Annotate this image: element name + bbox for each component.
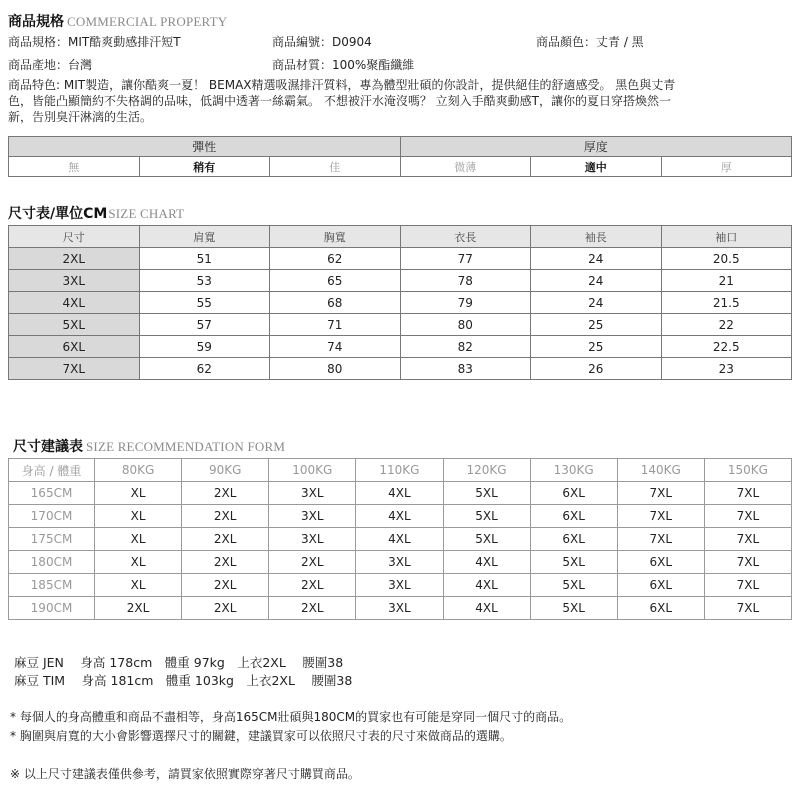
table-row bbox=[9, 358, 792, 380]
recommended-size-cell: 4XL bbox=[356, 505, 443, 528]
size-value-cell: 74 bbox=[270, 336, 401, 358]
recommended-size-cell: 2XL bbox=[182, 551, 269, 574]
size-header-cell: 肩寬 bbox=[139, 226, 270, 248]
table-row bbox=[9, 597, 792, 620]
attr-group-elasticity: 彈性 bbox=[9, 137, 401, 157]
attr-group-thickness: 厚度 bbox=[400, 137, 792, 157]
recommended-size-cell: 2XL bbox=[182, 597, 269, 620]
recommended-size-cell: 3XL bbox=[356, 597, 443, 620]
recommended-size-cell: 5XL bbox=[530, 597, 617, 620]
recommendation-header bbox=[13, 436, 285, 456]
recommended-size-cell: 2XL bbox=[182, 482, 269, 505]
recommended-size-cell: 2XL bbox=[269, 551, 356, 574]
note-line: * 胸圍與肩寬的大小會影響選擇尺寸的關鍵，建議買家可以依照尺寸表的尺寸來做商品的選購。 bbox=[10, 729, 512, 743]
attr-option-selected: 稍有 bbox=[139, 157, 270, 177]
size-value-cell: 62 bbox=[270, 248, 401, 270]
size-value-cell: 22.5 bbox=[661, 336, 792, 358]
table-row bbox=[9, 248, 792, 270]
table-row bbox=[9, 270, 792, 292]
size-value-cell: 65 bbox=[270, 270, 401, 292]
size-chart-title-en: SIZE CHART bbox=[108, 206, 185, 221]
model-info: 麻豆 TIM 身高 181cm 體重 103kg 上衣2XL 腰圍38 bbox=[14, 673, 353, 688]
size-value-cell: 82 bbox=[400, 336, 531, 358]
recommended-size-cell: 2XL bbox=[269, 597, 356, 620]
recommended-size-cell: 7XL bbox=[617, 482, 704, 505]
recommended-size-cell: XL bbox=[95, 505, 182, 528]
recommended-size-cell: 5XL bbox=[443, 505, 530, 528]
size-value-cell: 20.5 bbox=[661, 248, 792, 270]
size-header-cell: 袖口 bbox=[661, 226, 792, 248]
table-row bbox=[9, 574, 792, 597]
height-cell: 180CM bbox=[9, 551, 95, 574]
size-value-cell: 62 bbox=[139, 358, 270, 380]
recommended-size-cell: 6XL bbox=[617, 597, 704, 620]
recommended-size-cell: XL bbox=[95, 574, 182, 597]
recommended-size-cell: 5XL bbox=[443, 482, 530, 505]
recommended-size-cell: 2XL bbox=[182, 528, 269, 551]
table-row bbox=[9, 336, 792, 358]
recommended-size-cell: 7XL bbox=[617, 528, 704, 551]
recommended-size-cell: 7XL bbox=[704, 528, 791, 551]
weight-header-cell: 100KG bbox=[269, 459, 356, 482]
attr-option: 無 bbox=[9, 157, 140, 177]
recommended-size-cell: 3XL bbox=[269, 505, 356, 528]
section-title-en: COMMERCIAL PROPERTY bbox=[67, 14, 228, 29]
size-value-cell: 51 bbox=[139, 248, 270, 270]
table-row bbox=[9, 292, 792, 314]
recommended-size-cell: XL bbox=[95, 482, 182, 505]
size-chart-table bbox=[8, 225, 792, 380]
size-value-cell: 80 bbox=[400, 314, 531, 336]
size-value-cell: 25 bbox=[531, 336, 662, 358]
size-value-cell: 21.5 bbox=[661, 292, 792, 314]
size-header-cell: 尺寸 bbox=[9, 226, 140, 248]
features-line: 商品特色: MIT製造，讓你酷爽一夏！ BEMAX精選吸濕排汗質料，專為體型壯碩的你設計，提供絕佳的舒適感受。 黑色與丈青 bbox=[8, 78, 676, 92]
recommended-size-cell: 6XL bbox=[530, 482, 617, 505]
size-value-cell: 24 bbox=[531, 292, 662, 314]
size-value-cell: 57 bbox=[139, 314, 270, 336]
recommended-size-cell: 4XL bbox=[356, 528, 443, 551]
weight-header-cell: 140KG bbox=[617, 459, 704, 482]
attribute-table bbox=[8, 136, 792, 177]
table-row bbox=[9, 482, 792, 505]
recommended-size-cell: 7XL bbox=[704, 574, 791, 597]
product-color: 商品顏色：丈青 / 黑 bbox=[536, 35, 644, 49]
size-value-cell: 79 bbox=[400, 292, 531, 314]
recommended-size-cell: 2XL bbox=[269, 574, 356, 597]
weight-header-cell: 130KG bbox=[530, 459, 617, 482]
weight-header-cell: 90KG bbox=[182, 459, 269, 482]
height-cell: 170CM bbox=[9, 505, 95, 528]
attr-option: 佳 bbox=[270, 157, 401, 177]
note-line: * 每個人的身高體重和商品不盡相等，身高165CM壯碩與180CM的買家也有可能是穿同一個尺寸的商品。 bbox=[10, 710, 572, 724]
size-value-cell: 24 bbox=[531, 270, 662, 292]
recommended-size-cell: 6XL bbox=[530, 528, 617, 551]
recommendation-title-cn: 尺寸建議表 bbox=[13, 439, 83, 455]
size-header-cell: 胸寬 bbox=[270, 226, 401, 248]
table-row bbox=[9, 528, 792, 551]
recommended-size-cell: 4XL bbox=[443, 574, 530, 597]
attr-option: 厚 bbox=[661, 157, 792, 177]
size-value-cell: 68 bbox=[270, 292, 401, 314]
product-material: 商品材質：100%聚酯纖維 bbox=[272, 58, 415, 72]
size-value-cell: 55 bbox=[139, 292, 270, 314]
size-chart-title-cn: 尺寸表/單位 bbox=[8, 206, 84, 222]
weight-header-cell: 110KG bbox=[356, 459, 443, 482]
attr-option-selected: 適中 bbox=[531, 157, 662, 177]
recommended-size-cell: 4XL bbox=[443, 551, 530, 574]
attr-option: 微薄 bbox=[400, 157, 531, 177]
corner-cell: 身高 / 體重 bbox=[9, 459, 95, 482]
section-title-cn: 商品規格 bbox=[8, 14, 64, 30]
disclaimer: ※ 以上尺寸建議表僅供參考，請買家依照實際穿著尺寸購買商品。 bbox=[10, 767, 360, 781]
table-row bbox=[9, 314, 792, 336]
size-value-cell: 53 bbox=[139, 270, 270, 292]
size-value-cell: 78 bbox=[400, 270, 531, 292]
product-features bbox=[8, 77, 798, 125]
weight-header-cell: 150KG bbox=[704, 459, 791, 482]
features-line: 新，告別臭汗淋漓的生活。 bbox=[8, 110, 153, 124]
recommendation-header-row bbox=[9, 459, 792, 482]
recommended-size-cell: 3XL bbox=[356, 574, 443, 597]
recommended-size-cell: 5XL bbox=[530, 574, 617, 597]
size-value-cell: 25 bbox=[531, 314, 662, 336]
recommended-size-cell: 2XL bbox=[182, 505, 269, 528]
size-value-cell: 80 bbox=[270, 358, 401, 380]
size-value-cell: 21 bbox=[661, 270, 792, 292]
recommended-size-cell: XL bbox=[95, 551, 182, 574]
recommended-size-cell: 7XL bbox=[704, 597, 791, 620]
recommended-size-cell: 6XL bbox=[617, 551, 704, 574]
size-value-cell: 77 bbox=[400, 248, 531, 270]
size-value-cell: 23 bbox=[661, 358, 792, 380]
size-value-cell: 24 bbox=[531, 248, 662, 270]
size-value-cell: 26 bbox=[531, 358, 662, 380]
table-row bbox=[9, 505, 792, 528]
size-value-cell: 71 bbox=[270, 314, 401, 336]
product-spec: 商品規格：MIT酷爽動感排汗短T bbox=[8, 35, 181, 49]
height-cell: 175CM bbox=[9, 528, 95, 551]
height-cell: 165CM bbox=[9, 482, 95, 505]
recommended-size-cell: 6XL bbox=[617, 574, 704, 597]
size-value-cell: 83 bbox=[400, 358, 531, 380]
size-header-cell: 衣長 bbox=[400, 226, 531, 248]
recommended-size-cell: XL bbox=[95, 528, 182, 551]
weight-header-cell: 120KG bbox=[443, 459, 530, 482]
recommended-size-cell: 4XL bbox=[443, 597, 530, 620]
recommended-size-cell: 6XL bbox=[530, 505, 617, 528]
recommended-size-cell: 3XL bbox=[269, 528, 356, 551]
size-label-cell: 2XL bbox=[9, 248, 140, 270]
recommended-size-cell: 7XL bbox=[704, 482, 791, 505]
recommendation-title-en: SIZE RECOMMENDATION FORM bbox=[86, 439, 286, 454]
size-label-cell: 6XL bbox=[9, 336, 140, 358]
model-info: 麻豆 JEN 身高 178cm 體重 97kg 上衣2XL 腰圍38 bbox=[14, 655, 344, 670]
recommended-size-cell: 7XL bbox=[704, 505, 791, 528]
recommended-size-cell: 2XL bbox=[182, 574, 269, 597]
weight-header-cell: 80KG bbox=[95, 459, 182, 482]
height-cell: 190CM bbox=[9, 597, 95, 620]
recommendation-table bbox=[8, 458, 792, 620]
recommended-size-cell: 5XL bbox=[443, 528, 530, 551]
size-label-cell: 5XL bbox=[9, 314, 140, 336]
recommended-size-cell: 5XL bbox=[530, 551, 617, 574]
recommended-size-cell: 3XL bbox=[356, 551, 443, 574]
recommended-size-cell: 7XL bbox=[704, 551, 791, 574]
size-label-cell: 3XL bbox=[9, 270, 140, 292]
size-chart-header-row bbox=[9, 226, 792, 248]
features-line: 色，皆能凸顯簡約不失格調的品味，低調中透著一絲霸氣。 不想被汗水淹沒嗎？ 立刻入手酷爽動感T，讓你的夏日穿搭煥然一 bbox=[8, 94, 671, 108]
height-cell: 185CM bbox=[9, 574, 95, 597]
product-code: 商品編號：D0904 bbox=[272, 35, 372, 49]
product-origin: 商品產地：台灣 bbox=[8, 58, 93, 72]
size-value-cell: 59 bbox=[139, 336, 270, 358]
size-chart-unit: CM bbox=[83, 206, 108, 222]
product-section-header bbox=[8, 11, 227, 31]
table-row bbox=[9, 551, 792, 574]
recommended-size-cell: 4XL bbox=[356, 482, 443, 505]
recommended-size-cell: 2XL bbox=[95, 597, 182, 620]
recommended-size-cell: 3XL bbox=[269, 482, 356, 505]
size-header-cell: 袖長 bbox=[531, 226, 662, 248]
recommended-size-cell: 7XL bbox=[617, 505, 704, 528]
size-chart-header bbox=[8, 203, 184, 223]
size-label-cell: 7XL bbox=[9, 358, 140, 380]
size-value-cell: 22 bbox=[661, 314, 792, 336]
size-label-cell: 4XL bbox=[9, 292, 140, 314]
